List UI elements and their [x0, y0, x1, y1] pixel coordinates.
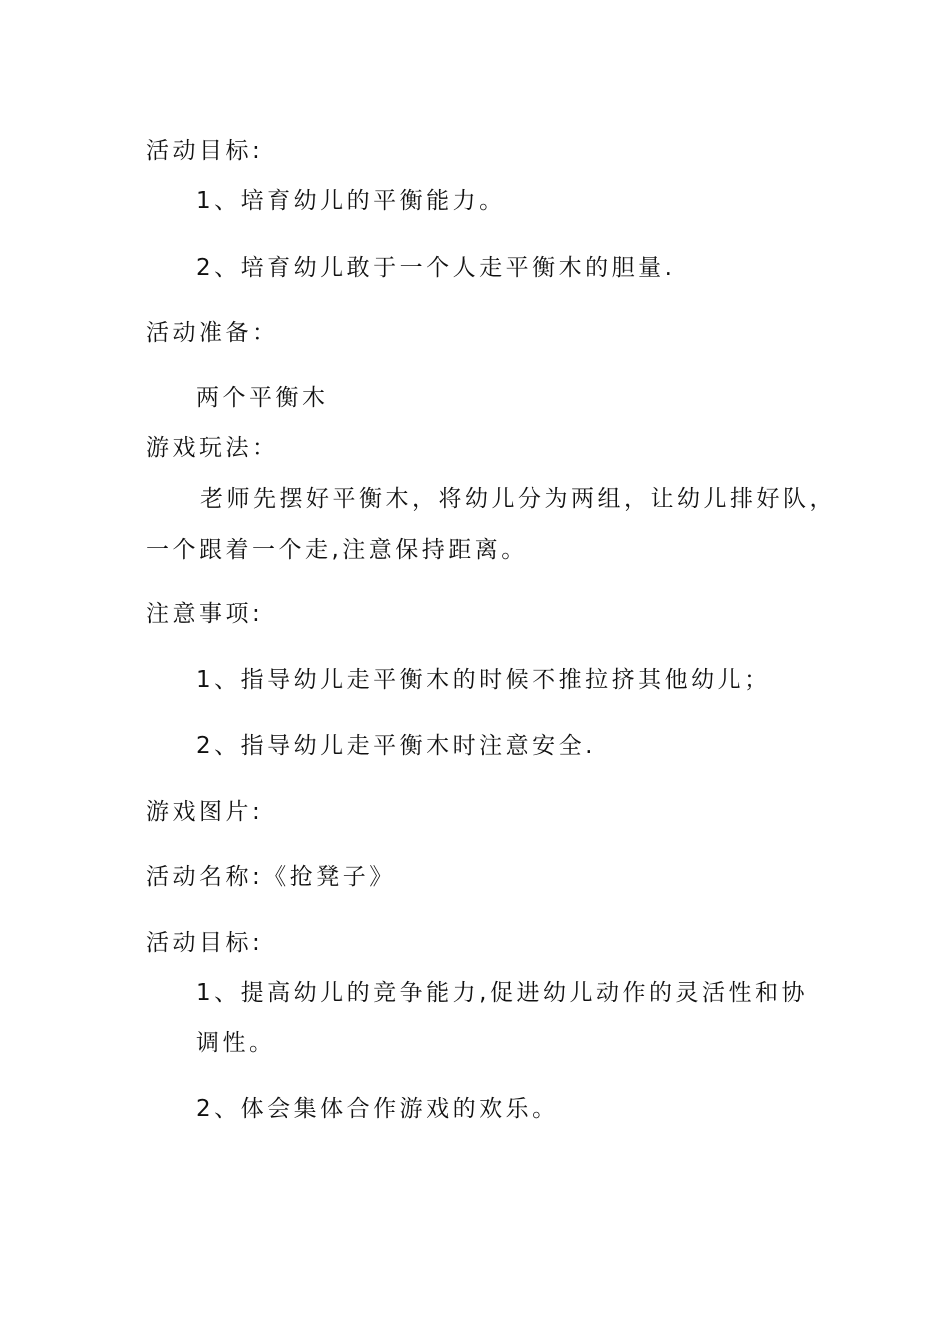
section-heading-notes: 注意事项:	[146, 601, 264, 627]
activity-name-line: 活动名称:《抢凳子》	[146, 864, 396, 890]
prep-item: 两个平衡木	[196, 385, 329, 411]
goal-item-2: 2、培育幼儿敢于一个人走平衡木的胆量.	[196, 255, 676, 281]
section-heading-activity-goals: 活动目标:	[146, 138, 264, 164]
goal-item-1: 1、培育幼儿的平衡能力。	[196, 188, 506, 214]
game-play-paragraph-line-2: 一个跟着一个走,注意保持距离。	[146, 537, 528, 563]
goal2-item-1-line-1: 1、提高幼儿的竞争能力,促进幼儿动作的灵活性和协	[196, 980, 808, 1006]
game-play-paragraph-line-1: 老师先摆好平衡木，将幼儿分为两组，让幼儿排好队，	[200, 486, 836, 512]
goal2-item-2: 2、体会集体合作游戏的欢乐。	[196, 1096, 559, 1122]
section-heading-activity-goals-2: 活动目标:	[146, 930, 264, 956]
section-heading-activity-prep: 活动准备：	[146, 320, 279, 346]
section-heading-game-play: 游戏玩法：	[146, 435, 279, 461]
note-item-2: 2、指导幼儿走平衡木时注意安全.	[196, 733, 596, 759]
section-heading-game-pictures: 游戏图片:	[146, 799, 264, 825]
goal2-item-1-line-2: 调性。	[196, 1030, 276, 1056]
note-item-1: 1、指导幼儿走平衡木的时候不推拉挤其他幼儿；	[196, 667, 771, 693]
